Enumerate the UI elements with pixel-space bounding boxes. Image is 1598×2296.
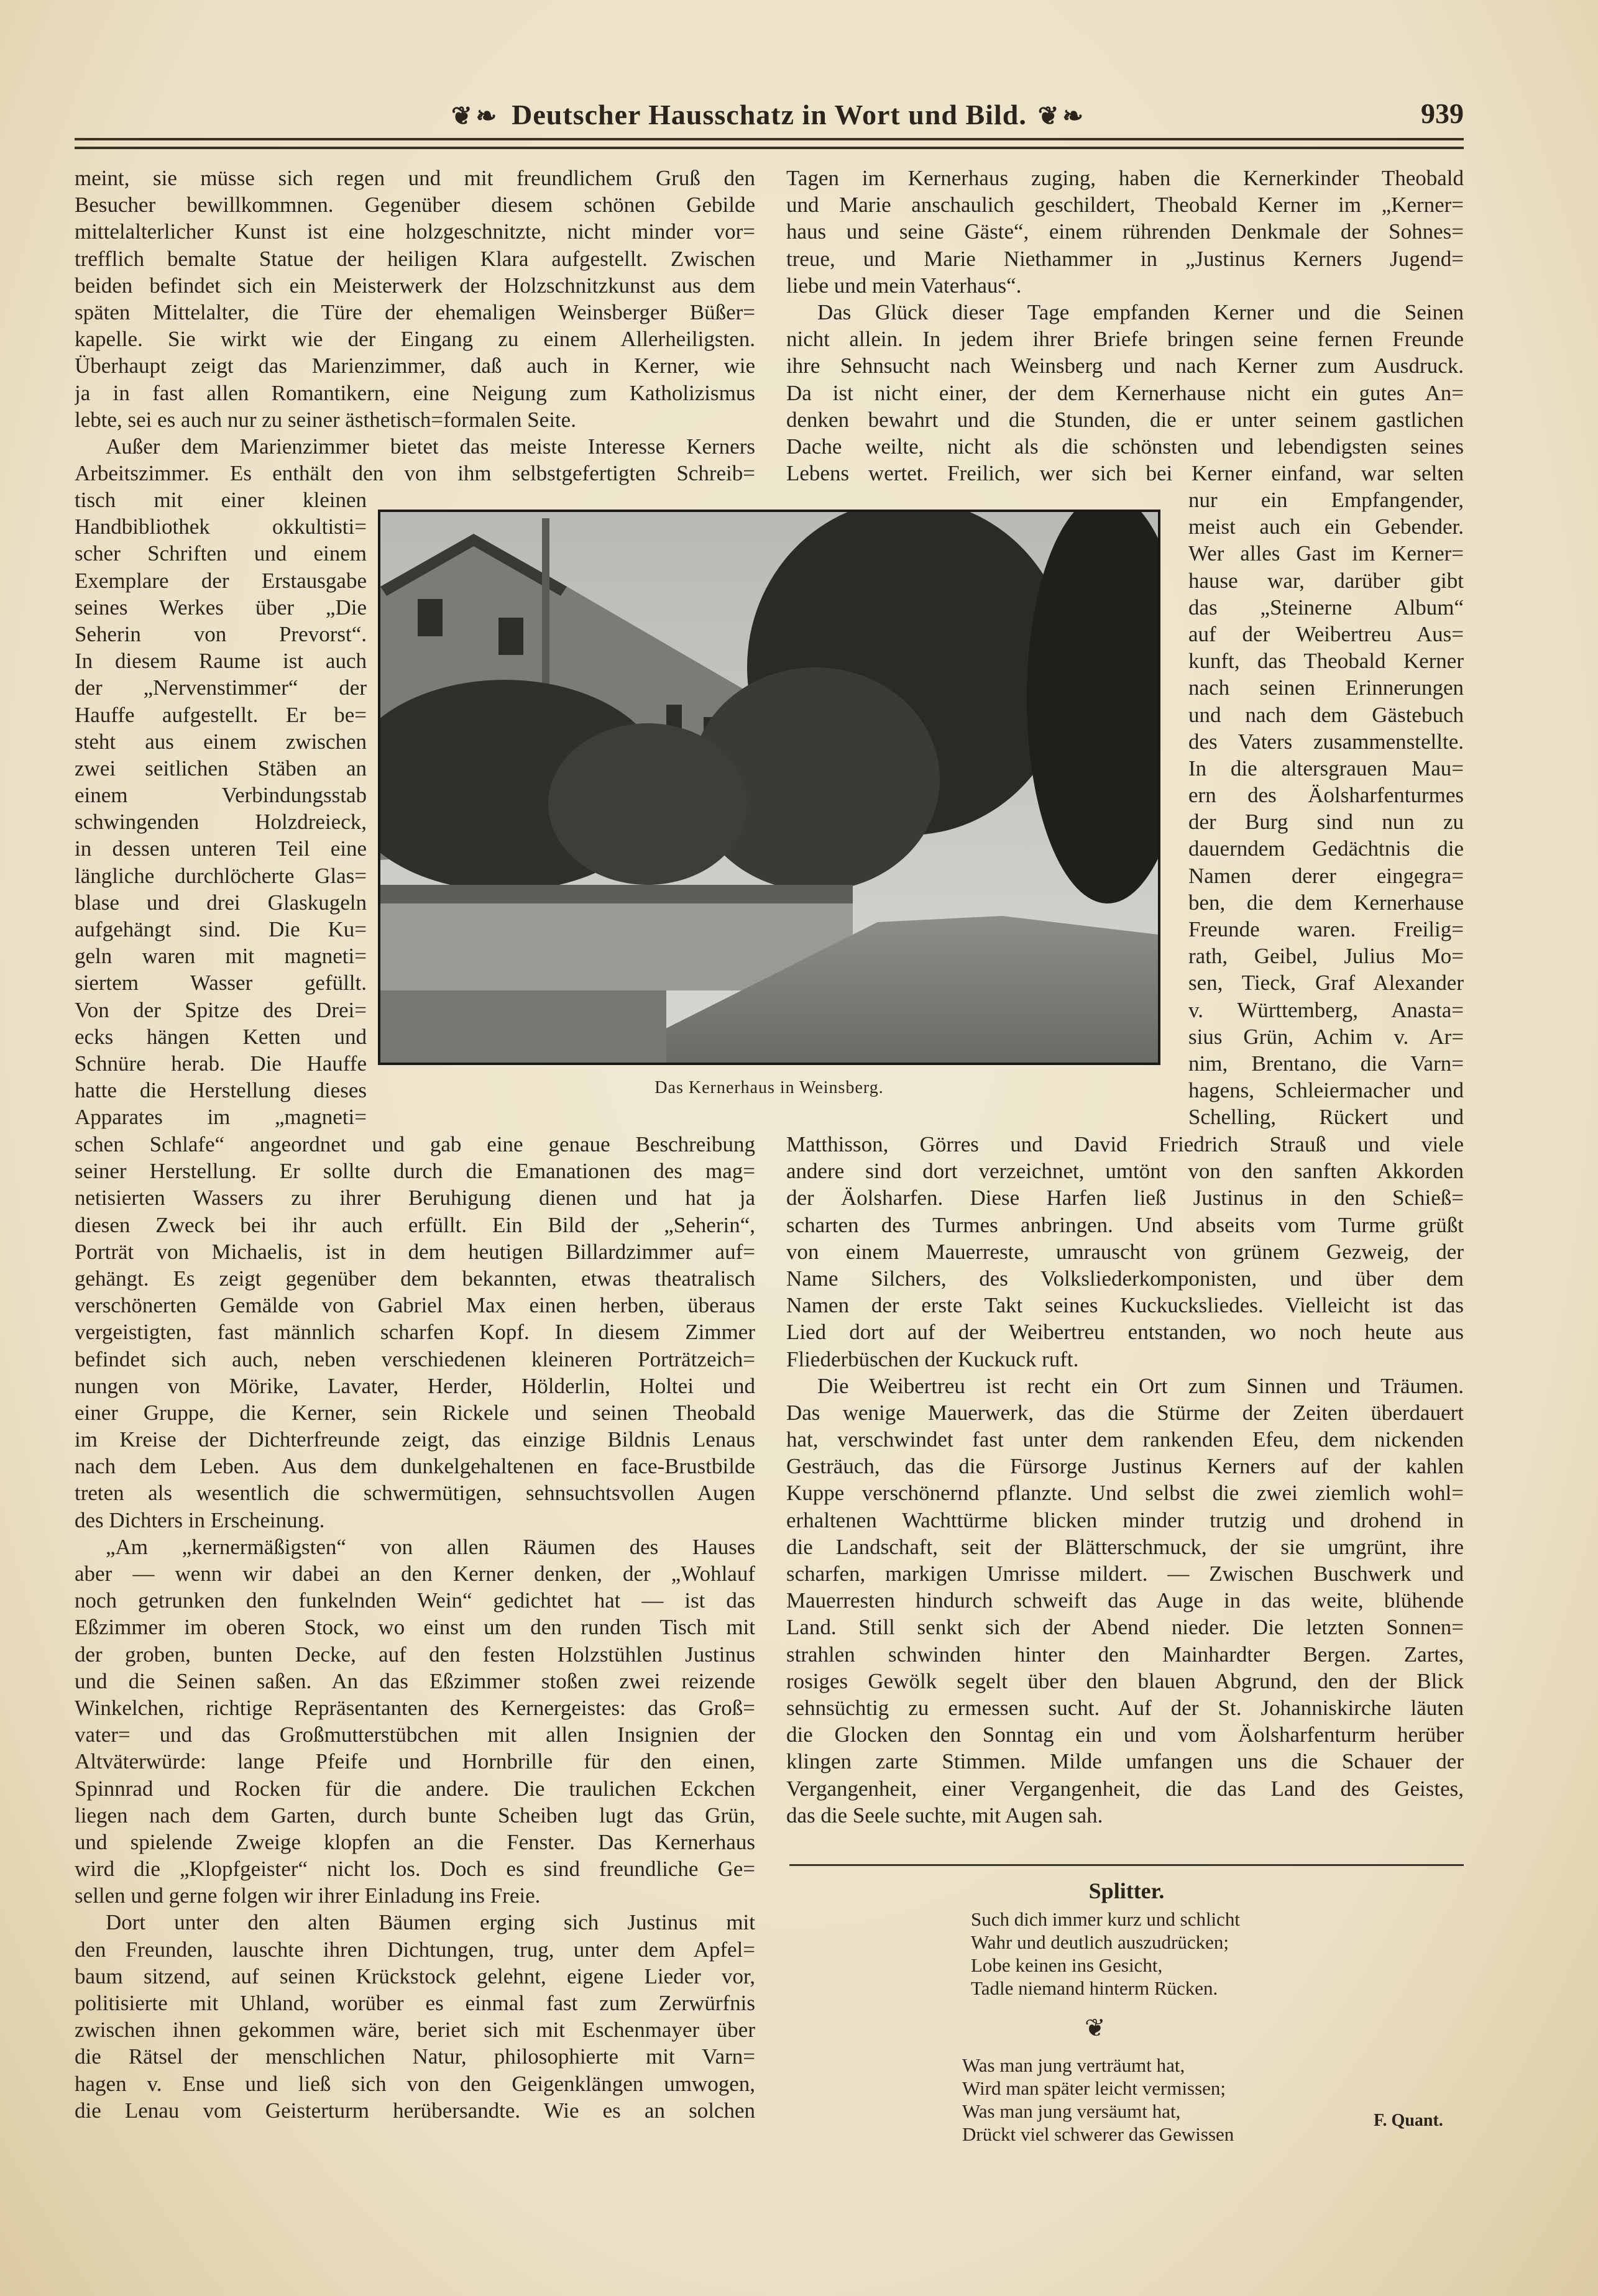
text-line: Land. Still senkt sich der Abend nieder. Die letzten Sonnen=	[786, 1615, 1464, 1640]
text-line: Altväterwürde: lange Pfeife und Hornbrille für den einen,	[75, 1749, 755, 1774]
text-line: hagen v. Ense und ließ sich von den Geigenklängen umwogen,	[75, 2071, 755, 2096]
text-line: Spinnrad und Rocken für die andere. Die traulichen Eckchen	[75, 1776, 755, 1801]
text-line: nungen von Mörike, Lavater, Herder, Hölderlin, Holtei und	[75, 1373, 755, 1398]
text-line: der „Nervenstimmer“ der	[75, 675, 367, 700]
text-line: trefflich bemalte Statue der heiligen Klara aufgestellt. Zwischen	[75, 246, 755, 271]
text-line: In die altersgrauen Mau=	[1188, 756, 1464, 780]
text-line: erhaltenen Wachttürme blicken minder trutzig und drohend in	[786, 1507, 1464, 1532]
section-rule	[789, 1864, 1464, 1866]
text-line: meint, sie müsse sich regen und mit freundlichem Gruß den	[75, 166, 755, 190]
text-line: Namen derer eingegra=	[1188, 863, 1464, 888]
ornament-icon: ❦	[1085, 2014, 1106, 2042]
left-column-bottom	[75, 1131, 755, 2124]
text-line: einer Gruppe, die Kerner, sein Rickele und seinen Theobald	[75, 1400, 755, 1425]
text-line: die Lenau vom Geisterturm herübersandte. Wie es an solchen	[75, 2098, 755, 2123]
text-line: wird die „Klopfgeister“ nicht los. Doch es sind freundliche Ge=	[75, 1857, 755, 1882]
text-line: nur ein Empfangender,	[1188, 488, 1464, 512]
splitter-title: Splitter.	[1088, 1878, 1165, 1903]
header-rule	[75, 138, 1464, 140]
text-line: liebe und mein Vaterhaus“.	[786, 273, 1022, 298]
text-line: Tagen im Kernerhaus zuging, haben die Kernerkinder Theobald	[786, 166, 1464, 190]
text-line: Arbeitszimmer. Es enthält den von ihm selbstgefertigten Schreib=	[75, 461, 755, 486]
text-line: nicht allein. In jedem ihrer Briefe bringen seine fernen Freunde	[786, 327, 1464, 352]
text-line: späten Mittelalter, die Türe der ehemaligen Weinsberger Büßer=	[75, 300, 755, 324]
text-line: sen, Tieck, Graf Alexander	[1188, 971, 1464, 995]
text-line: Da ist nicht einer, der dem Kernerhause nicht ein gutes An=	[786, 380, 1464, 405]
text-line: einem Verbindungsstab	[75, 783, 367, 808]
text-line: vater= und das Großmutterstübchen mit allen Insignien der	[75, 1722, 755, 1747]
text-line: Mauerresten hindurch schweift das Auge in das weite, blühende	[786, 1588, 1464, 1613]
text-line: Wer alles Gast im Kerner=	[1188, 541, 1464, 566]
text-line: diesen Zweck bei ihr auch erfüllt. Ein Bild der „Seherin“,	[75, 1212, 755, 1237]
text-line: scharten des Turmes anbringen. Und abseits vom Turme grüßt	[786, 1212, 1464, 1237]
text-line: die Glocken den Sonntag ein und vom Äolsharfenturm herüber	[786, 1722, 1464, 1747]
text-line: „Am „kernermäßigsten“ von allen Räumen des Hauses	[106, 1534, 755, 1559]
text-line: zwischen ihnen gekommen wäre, beriet sich mit Eschenmayer über	[75, 2018, 755, 2042]
text-line: geln waren mit magneti=	[75, 944, 367, 969]
text-line: und spielende Zweige klopfen an die Fenster. Das Kernerhaus	[75, 1829, 755, 1854]
text-line: den Freunden, lauschte ihren Dichtungen, trug, unter dem Apfel=	[75, 1937, 755, 1962]
text-line: sehnsüchtig zu ermessen sucht. Auf der St. Johanniskirche läuten	[786, 1695, 1464, 1720]
text-line: klingen zarte Stimmen. Milde umfangen uns die Schauer der	[786, 1749, 1464, 1774]
text-line: denken bewahrt und die Stunden, die er unter seinem gastlichen	[786, 407, 1464, 432]
text-line: im Kreise der Dichterfreunde zeigt, das einzige Bildnis Lenaus	[75, 1427, 755, 1452]
running-header	[75, 93, 1464, 137]
left-column-narrow	[75, 487, 367, 1131]
text-line: hagens, Schleiermacher und	[1188, 1078, 1464, 1103]
text-line: treten als wesentlich die schwermütigen, sehnsuchtsvollen Augen	[75, 1481, 755, 1506]
ornament-icon: ❦❧	[451, 102, 501, 130]
ornament-icon: ❦❧	[1037, 102, 1087, 130]
text-line: Name Silchers, des Volksliederkomponisten, und über dem	[786, 1266, 1464, 1291]
text-line: sellen und gerne folgen wir ihrer Einladung ins Freie.	[75, 1883, 541, 1908]
text-line: schen Schlafe“ angeordnet und gab eine genaue Beschreibung	[75, 1132, 755, 1156]
poem-author: F. Quant.	[1374, 2111, 1443, 2130]
text-line: zwei seitlichen Stäben an	[75, 756, 367, 780]
text-line: Winkelchen, richtige Repräsentanten des Kernergeistes: das Groß=	[75, 1695, 755, 1720]
text-line: die Rätsel der menschlichen Natur, philosophierte mit Varn=	[75, 2044, 755, 2069]
text-line: Apparates im „magneti=	[75, 1105, 367, 1130]
text-line: scharfen, markigen Umrisse mildert. — Zwischen Buschwerk und	[786, 1562, 1464, 1586]
page-number: 939	[1421, 98, 1464, 129]
poem-line: Such dich immer kurz und schlicht	[971, 1908, 1241, 1930]
text-line: ern des Äolsharfenturmes	[1188, 783, 1464, 808]
poem-line: Tadle niemand hinterm Rücken.	[971, 1977, 1218, 1999]
text-line: Das Glück dieser Tage empfanden Kerner und die Seinen	[817, 300, 1464, 324]
text-line: seines Werkes über „Die	[75, 595, 367, 620]
text-line: ja in fast allen Romantikern, eine Neigung zum Katholizismus	[75, 380, 755, 405]
text-line: Lied dort auf der Weibertreu entstanden, wo noch heute aus	[786, 1320, 1464, 1345]
header-rule	[75, 147, 1464, 149]
poem-line: Wahr und deutlich auszudrücken;	[971, 1931, 1229, 1953]
text-line: hatte die Herstellung dieses	[75, 1078, 367, 1103]
left-column-top	[75, 165, 755, 487]
text-line: Freunde waren. Freilig=	[1188, 917, 1464, 941]
kernerhaus-photo	[378, 510, 1160, 1065]
poem-line: Drückt viel schwerer das Gewissen	[962, 2123, 1234, 2145]
text-line: netisierten Wassers zu ihrer Beruhigung dienen und hat ja	[75, 1186, 755, 1210]
text-line: steht aus einem zwischen	[75, 729, 367, 754]
text-line: Dort unter den alten Bäumen erging sich Justinus mit	[106, 1910, 755, 1935]
journal-title: Deutscher Hausschatz in Wort und Bild.	[512, 99, 1027, 130]
poem-stanza-2	[962, 2054, 1234, 2146]
photo-illustration	[380, 512, 1158, 1063]
text-line: der Burg sind nun zu	[1188, 810, 1464, 835]
text-line: Überhaupt zeigt das Marienzimmer, daß auch in Kerner, wie	[75, 354, 755, 378]
text-line: das die Seele suchte, mit Augen sah.	[786, 1803, 1103, 1827]
text-line: meist auch ein Gebender.	[1188, 515, 1464, 539]
text-line: tisch mit einer kleinen	[75, 488, 367, 512]
text-line: Das wenige Mauerwerk, das die Stürme der Zeiten überdauert	[786, 1400, 1464, 1425]
text-line: treue, und Marie Niethammer in „Justinus Kerners Jugend=	[786, 246, 1464, 271]
text-line: Seherin von Prevorst“.	[75, 621, 367, 646]
text-line: das „Steinerne Album“	[1188, 595, 1464, 620]
text-line: der groben, bunten Decke, auf den festen Holzstühlen Justinus	[75, 1642, 755, 1667]
text-line: scher Schriften und einem	[75, 541, 367, 566]
text-line: der Äolsharfen. Diese Harfen ließ Justinus in den Schieß=	[786, 1186, 1464, 1210]
text-line: des Dichters in Erscheinung.	[75, 1507, 325, 1532]
poem-line: Wird man später leicht vermissen;	[962, 2077, 1226, 2099]
text-line: Porträt von Michaelis, ist in dem heutigen Billardzimmer auf=	[75, 1239, 755, 1264]
text-line: Namen der erste Takt seines Kuckucksliedes. Vielleicht ist das	[786, 1293, 1464, 1318]
text-line: und nach dem Gästebuch	[1188, 702, 1464, 727]
text-line: Vergangenheit, einer Vergangenheit, die das Land des Geistes,	[786, 1776, 1464, 1801]
text-line: Hauffe aufgestellt. Er be=	[75, 702, 367, 727]
text-line: die Landschaft, seit der Blätterschmuck, der sie umgrünt, ihre	[786, 1534, 1464, 1559]
text-line: beiden befindet sich ein Meisterwerk der Holzschnitzkunst aus dem	[75, 273, 755, 298]
text-line: andere sind dort verzeichnet, umtönt von den sanften Akkorden	[786, 1159, 1464, 1184]
text-line: Dache weilte, nicht als die schönsten und lebendigsten seines	[786, 434, 1464, 459]
text-line: vergeistigten, fast männlich scharfen Kopf. In diesem Zimmer	[75, 1320, 755, 1345]
poem-line: Lobe keinen ins Gesicht,	[971, 1954, 1163, 1976]
text-line: strahlen schwinden hinter den Mainhardter Bergen. Zartes,	[786, 1642, 1464, 1667]
text-line: schwingenden Holzdreieck,	[75, 810, 367, 835]
text-line: noch getrunken den funkelnden Wein“ gedichtet hat — ist das	[75, 1588, 755, 1613]
text-line: rath, Geibel, Julius Mo=	[1188, 944, 1464, 969]
text-line: sius Grün, Achim v. Ar=	[1188, 1024, 1464, 1049]
text-line: auf der Weibertreu Aus=	[1188, 621, 1464, 646]
text-line: Von der Spitze des Drei=	[75, 997, 367, 1022]
text-line: In diesem Raume ist auch	[75, 649, 367, 674]
text-line: Die Weibertreu ist recht ein Ort zum Sinnen und Träumen.	[817, 1373, 1464, 1398]
text-line: v. Württemberg, Anasta=	[1188, 997, 1464, 1022]
text-line: Außer dem Marienzimmer bietet das meiste Interesse Kerners	[106, 434, 755, 459]
text-line: dauerndem Gedächtnis die	[1188, 836, 1464, 861]
text-line: Handbibliothek okkultisti=	[75, 515, 367, 539]
text-line: Schelling, Rückert und	[1188, 1105, 1464, 1130]
text-line: aber — wenn wir dabei an den Kerner denken, der „Wohlauf	[75, 1562, 755, 1586]
poem-line: Was man jung versäumt hat,	[962, 2100, 1181, 2122]
right-column-top	[786, 165, 1464, 487]
text-line: seiner Herstellung. Er sollte durch die Emanationen des mag=	[75, 1159, 755, 1184]
text-line: liegen nach dem Garten, durch bunte Scheiben lugt das Grün,	[75, 1803, 755, 1827]
text-line: verschönerten Gemälde von Gabriel Max einen herben, überaus	[75, 1293, 755, 1318]
text-line: längliche durchlöcherte Glas=	[75, 863, 367, 888]
poem-line: Was man jung verträumt hat,	[962, 2054, 1185, 2076]
text-line: in dessen unteren Teil eine	[75, 836, 367, 861]
text-line: rosiges Gewölk segelt über den blauen Abgrund, den der Blick	[786, 1668, 1464, 1693]
text-line: lebte, sei es auch nur zu seiner ästhetisch=formalen Seite.	[75, 407, 576, 432]
text-line: kapelle. Sie wirkt wie der Eingang zu einem Allerheiligsten.	[75, 327, 755, 352]
right-column-narrow	[1188, 487, 1464, 1131]
text-line: siertem Wasser gefüllt.	[75, 971, 367, 995]
text-line: und die Seinen saßen. An das Eßzimmer stoßen zwei reizende	[75, 1668, 755, 1693]
poem-stanza-1	[971, 1908, 1240, 2000]
text-line: mittelalterlicher Kunst ist eine holzgeschnitzte, nicht minder vor=	[75, 219, 755, 244]
text-line: befindet sich auch, neben verschiedenen kleineren Porträtzeich=	[75, 1347, 755, 1371]
text-line: Matthisson, Görres und David Friedrich Strauß und viele	[786, 1132, 1464, 1156]
text-line: Eßzimmer im oberen Stock, wo einst um den runden Tisch mit	[75, 1615, 755, 1640]
text-line: politisierte mit Uhland, worüber es einmal fast zum Zerwürfnis	[75, 1991, 755, 2015]
text-line: nim, Brentano, die Varn=	[1188, 1051, 1464, 1076]
text-line: aufgehängt sind. Die Ku=	[75, 917, 367, 941]
text-line: gehängt. Es zeigt gegenüber dem bekannten, etwas theatralisch	[75, 1266, 755, 1291]
text-line: von einem Mauerreste, umrauscht von grünem Gezweig, der	[786, 1239, 1464, 1264]
header-title-row	[75, 98, 1464, 131]
text-line: nach seinen Erinnerungen	[1188, 675, 1464, 700]
text-line: Besucher bewillkommnen. Gegenüber diesem schönen Gebilde	[75, 193, 755, 217]
text-line: des Vaters zusammenstellte.	[1188, 729, 1464, 754]
text-line: nach dem Leben. Aus dem dunkelgehaltenen en face-Brustbilde	[75, 1454, 755, 1479]
text-line: Lebens wertet. Freilich, wer sich bei Kerner einfand, war selten	[786, 461, 1464, 486]
text-line: Schnüre herab. Die Hauffe	[75, 1051, 367, 1076]
text-line: kunft, das Theobald Kerner	[1188, 649, 1464, 674]
text-line: blase und drei Glaskugeln	[75, 890, 367, 915]
text-line: ihre Sehnsucht nach Weinsberg und nach Kerner zum Ausdruck.	[786, 354, 1464, 378]
text-line: hause war, darüber gibt	[1188, 568, 1464, 593]
right-column-bottom	[786, 1131, 1464, 1829]
text-line: baum sitzend, auf seinen Krückstock gelehnt, eigene Lieder vor,	[75, 1964, 755, 1988]
text-line: Kuppe verschönernd pflanzte. Und selbst die zwei ziemlich wohl=	[786, 1481, 1464, 1506]
text-line: Fliederbüschen der Kuckuck ruft.	[786, 1347, 1079, 1371]
text-line: haus und seine Gäste“, einem rührenden Denkmale der Sohnes=	[786, 219, 1464, 244]
text-line: ecks hängen Ketten und	[75, 1024, 367, 1049]
text-line: Gesträuch, das die Fürsorge Justinus Kerners auf der kahlen	[786, 1454, 1464, 1479]
text-line: ben, die dem Kernerhause	[1188, 890, 1464, 915]
text-line: Exemplare der Erstausgabe	[75, 568, 367, 593]
text-line: hat, verschwindet fast unter dem rankenden Efeu, dem nickenden	[786, 1427, 1464, 1452]
photo-caption: Das Kernerhaus in Weinsberg.	[654, 1078, 884, 1097]
text-line: und Marie anschaulich geschildert, Theobald Kerner im „Kerner=	[786, 193, 1464, 217]
